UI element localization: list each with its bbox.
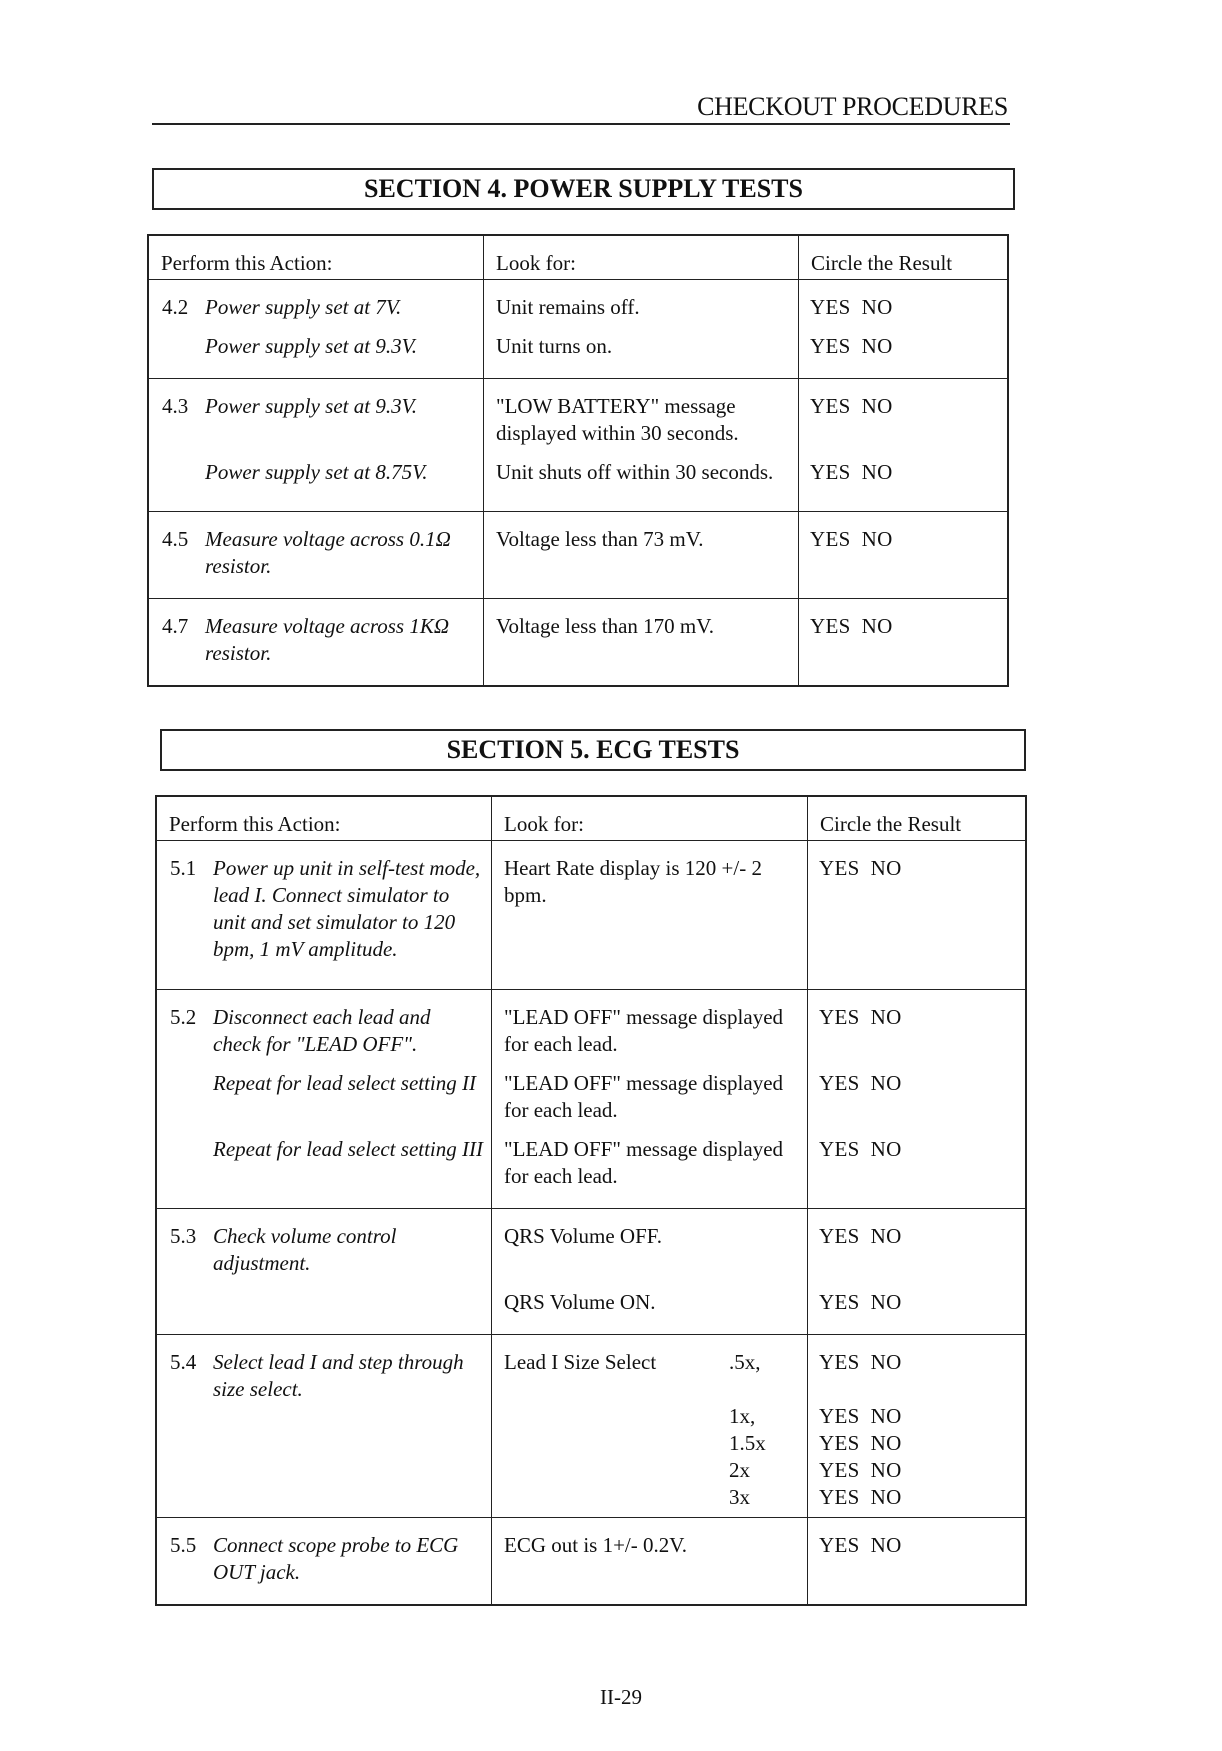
- result-entry: [808, 1430, 1025, 1457]
- result-cell: [808, 1518, 1025, 1604]
- look-for-text: Heart Rate display is 120 +/- 2 bpm.: [504, 856, 762, 907]
- look-for-cell: [492, 1209, 808, 1334]
- column-header: Look for:: [484, 236, 799, 279]
- look-for-text: Voltage less than 170 mV.: [496, 614, 714, 638]
- table-row: [149, 512, 1007, 599]
- action-entry: [149, 459, 483, 486]
- action-entry: [157, 1403, 491, 1430]
- result-cell: [808, 841, 1025, 989]
- action-entry: [149, 333, 483, 360]
- step-number: 4.5: [162, 527, 189, 551]
- step-number: [157, 1136, 213, 1190]
- step-number: [157, 1403, 213, 1430]
- result-cell: [808, 990, 1025, 1208]
- action-text: Measure voltage across 0.1Ω resistor.: [205, 527, 451, 578]
- result-entry: [808, 1457, 1025, 1484]
- result-entry: [799, 294, 1007, 321]
- action-entry: [157, 1430, 491, 1457]
- look-for-entry: [484, 333, 798, 360]
- yes-no-choice: YES NO: [810, 460, 893, 484]
- action-cell: [157, 1518, 492, 1604]
- result-entry: [799, 393, 1007, 447]
- yes-no-choice: YES NO: [810, 334, 893, 358]
- result-entry: [808, 855, 1025, 963]
- action-text: Repeat for lead select setting II: [213, 1071, 477, 1095]
- look-for-cell: [484, 379, 799, 511]
- action-entry: [157, 1004, 491, 1058]
- yes-no-choice: YES NO: [819, 1224, 902, 1248]
- step-number: [157, 1289, 213, 1316]
- step-number: [157, 1070, 213, 1124]
- size-option: 1x,: [729, 1404, 756, 1428]
- action-cell: [157, 1335, 492, 1517]
- action-cell: [157, 841, 492, 989]
- result-entry: [808, 1223, 1025, 1277]
- look-for-entry: [484, 613, 798, 667]
- yes-no-choice: YES NO: [819, 1431, 902, 1455]
- result-entry: [808, 1403, 1025, 1430]
- yes-no-choice: YES NO: [819, 1137, 902, 1161]
- look-for-cell: [484, 599, 799, 685]
- table-row: [157, 1335, 1025, 1518]
- yes-no-choice: YES NO: [810, 614, 893, 638]
- look-for-entry: [484, 526, 798, 580]
- page-number: II-29: [600, 1685, 642, 1709]
- look-for-text: Voltage less than 73 mV.: [496, 527, 704, 551]
- result-entry: [799, 526, 1007, 580]
- header-row: [149, 236, 1007, 280]
- action-text: Measure voltage across 1KΩ resistor.: [205, 614, 450, 665]
- result-entry: [808, 1532, 1025, 1586]
- table-row: [149, 599, 1007, 685]
- step-number: 4.3: [162, 394, 189, 418]
- look-for-entry: [484, 294, 798, 321]
- step-number: 5.4: [170, 1350, 197, 1374]
- section-5-title: SECTION 5. ECG TESTS: [160, 729, 1026, 771]
- yes-no-choice: YES NO: [810, 394, 893, 418]
- look-for-text: "LEAD OFF" message displayed for each lead.: [504, 1137, 784, 1188]
- look-for-text: [504, 1403, 729, 1430]
- yes-no-choice: YES NO: [810, 295, 893, 319]
- look-for-text: "LEAD OFF" message displayed for each lead.: [504, 1005, 784, 1056]
- action-text: Disconnect each lead and check for "LEAD OFF".: [213, 1005, 431, 1056]
- action-entry: [157, 1484, 491, 1511]
- action-entry: [149, 613, 483, 667]
- yes-no-choice: YES NO: [819, 856, 902, 880]
- look-for-text: QRS Volume OFF.: [504, 1224, 663, 1248]
- action-text: [213, 1403, 491, 1430]
- look-for-entry: [492, 1223, 807, 1277]
- look-for-cell: [484, 512, 799, 598]
- look-for-text: Unit turns on.: [496, 334, 613, 358]
- size-option: 3x: [729, 1485, 750, 1509]
- look-for-text: QRS Volume ON.: [504, 1290, 656, 1314]
- section-4-title: SECTION 4. POWER SUPPLY TESTS: [152, 168, 1015, 210]
- column-header: Perform this Action:: [149, 236, 484, 279]
- result-entry: [799, 459, 1007, 486]
- step-number: 5.2: [170, 1005, 197, 1029]
- look-for-entry: [492, 1532, 807, 1586]
- look-for-text: "LOW BATTERY" message displayed within 30 seconds.: [496, 394, 739, 445]
- step-number: [157, 1457, 213, 1484]
- look-for-entry: [492, 1403, 807, 1430]
- action-text: Check volume control adjustment.: [213, 1224, 397, 1275]
- yes-no-choice: YES NO: [819, 1458, 902, 1482]
- look-for-entry: [492, 855, 807, 963]
- yes-no-choice: YES NO: [819, 1485, 902, 1509]
- step-number: 4.2: [162, 295, 189, 319]
- yes-no-choice: YES NO: [819, 1071, 902, 1095]
- result-entry: [808, 1289, 1025, 1316]
- action-entry: [149, 294, 483, 321]
- look-for-cell: [492, 1518, 808, 1604]
- result-entry: [799, 333, 1007, 360]
- action-entry: [157, 855, 491, 963]
- look-for-entry: [492, 1004, 807, 1058]
- look-for-text: [504, 1484, 729, 1511]
- result-entry: [808, 1349, 1025, 1403]
- result-cell: [808, 1335, 1025, 1517]
- look-for-text: [504, 1430, 729, 1457]
- step-number: 4.7: [162, 614, 189, 638]
- column-header: Perform this Action:: [157, 797, 492, 840]
- action-entry: [149, 393, 483, 447]
- header-rule: [152, 123, 1010, 125]
- look-for-text: [504, 1457, 729, 1484]
- table-row: [149, 280, 1007, 379]
- result-entry: [808, 1004, 1025, 1058]
- action-entry: [157, 1457, 491, 1484]
- column-header: Circle the Result: [811, 251, 953, 275]
- result-cell: [799, 599, 1007, 685]
- yes-no-choice: YES NO: [819, 1533, 902, 1557]
- size-option: 1.5x: [729, 1431, 766, 1455]
- action-text: Connect scope probe to ECG OUT jack.: [213, 1533, 459, 1584]
- look-for-cell: [492, 841, 808, 989]
- step-number: [157, 1484, 213, 1511]
- step-number: 5.1: [170, 856, 197, 880]
- table-row: [157, 1518, 1025, 1604]
- yes-no-choice: YES NO: [819, 1404, 902, 1428]
- look-for-entry: [492, 1457, 807, 1484]
- table-row: [157, 1209, 1025, 1335]
- look-for-entry: [484, 393, 798, 447]
- look-for-entry: [492, 1070, 807, 1124]
- result-entry: [808, 1484, 1025, 1511]
- result-entry: [808, 1136, 1025, 1190]
- action-text: Power up unit in self-test mode, lead I. Connect simulator to unit and set simulator to 120 bpm, 1 mV amplitude.: [213, 856, 481, 961]
- action-text: [213, 1484, 491, 1511]
- power-supply-tests-table: [147, 234, 1009, 687]
- action-entry: [157, 1223, 491, 1277]
- action-text: Repeat for lead select setting III: [213, 1137, 483, 1161]
- action-cell: [149, 280, 484, 378]
- action-text: Power supply set at 8.75V.: [205, 460, 428, 484]
- step-number: 5.3: [170, 1224, 197, 1248]
- action-entry: [149, 526, 483, 580]
- look-for-text: Unit shuts off within 30 seconds.: [496, 460, 774, 484]
- table-row: [149, 379, 1007, 512]
- result-cell: [808, 1209, 1025, 1334]
- action-entry: [157, 1070, 491, 1124]
- action-cell: [149, 512, 484, 598]
- action-cell: [149, 379, 484, 511]
- look-for-entry: [492, 1289, 807, 1316]
- look-for-text: Unit remains off.: [496, 295, 640, 319]
- result-entry: [808, 1070, 1025, 1124]
- ecg-tests-table: [155, 795, 1027, 1606]
- look-for-text: "LEAD OFF" message displayed for each lead.: [504, 1071, 784, 1122]
- yes-no-choice: YES NO: [819, 1005, 902, 1029]
- action-cell: [157, 1209, 492, 1334]
- running-head: CHECKOUT PROCEDURES: [697, 92, 1008, 121]
- look-for-entry: [484, 459, 798, 486]
- yes-no-choice: YES NO: [819, 1350, 902, 1374]
- yes-no-choice: YES NO: [819, 1290, 902, 1314]
- result-cell: [799, 379, 1007, 511]
- action-text: Power supply set at 9.3V.: [205, 334, 417, 358]
- result-entry: [799, 613, 1007, 667]
- action-text: [213, 1430, 491, 1457]
- look-for-text: Lead I Size Select: [504, 1350, 657, 1374]
- table-row: [157, 841, 1025, 990]
- action-cell: [157, 990, 492, 1208]
- step-number: [149, 333, 205, 360]
- look-for-entry: [492, 1349, 807, 1403]
- header-row: [157, 797, 1025, 841]
- action-cell: [149, 599, 484, 685]
- step-number: [149, 459, 205, 486]
- look-for-entry: [492, 1484, 807, 1511]
- column-header: Circle the Result: [820, 812, 962, 836]
- action-entry: [157, 1349, 491, 1403]
- column-header: Look for:: [492, 797, 808, 840]
- step-number: [157, 1430, 213, 1457]
- size-option: .5x,: [729, 1350, 761, 1374]
- action-text: [213, 1289, 491, 1316]
- result-cell: [799, 512, 1007, 598]
- result-cell: [799, 280, 1007, 378]
- action-entry: [157, 1289, 491, 1316]
- look-for-entry: [492, 1136, 807, 1190]
- look-for-entry: [492, 1430, 807, 1457]
- look-for-cell: [484, 280, 799, 378]
- action-text: Select lead I and step through size select.: [213, 1350, 464, 1401]
- action-text: Power supply set at 7V.: [205, 295, 402, 319]
- size-option: 2x: [729, 1458, 750, 1482]
- look-for-text: ECG out is 1+/- 0.2V.: [504, 1533, 687, 1557]
- look-for-cell: [492, 1335, 808, 1517]
- table-row: [157, 990, 1025, 1209]
- action-text: [213, 1457, 491, 1484]
- action-text: Power supply set at 9.3V.: [205, 394, 417, 418]
- action-entry: [157, 1532, 491, 1586]
- look-for-cell: [492, 990, 808, 1208]
- yes-no-choice: YES NO: [810, 527, 893, 551]
- step-number: 5.5: [170, 1533, 197, 1557]
- action-entry: [157, 1136, 491, 1190]
